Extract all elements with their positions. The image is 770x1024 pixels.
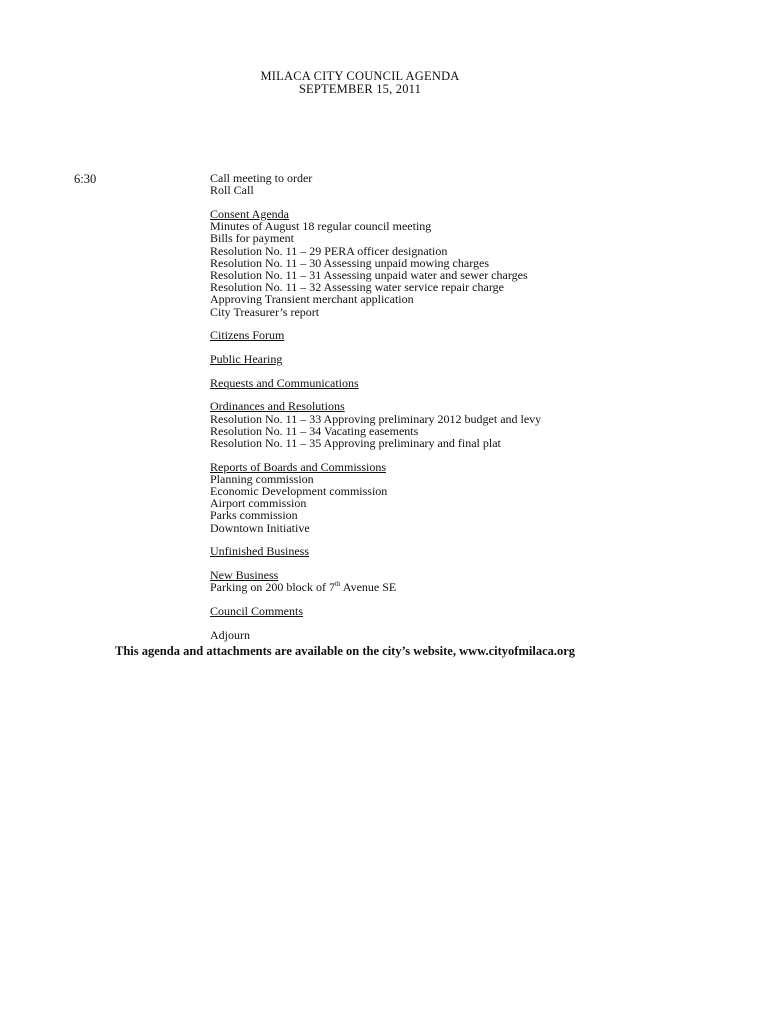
council-comments-heading: Council Comments [210, 603, 303, 618]
ordinances-heading: Ordinances and Resolutions [210, 399, 345, 414]
adjourn-section [210, 629, 730, 641]
ordinance-item: Resolution No. 11 – 33 Approving preliminary 2012 budget and levy [210, 411, 542, 426]
agenda-title: MILACA CITY COUNCIL AGENDA [260, 69, 460, 83]
ordinance-item: Resolution No. 11 – 34 Vacating easements [210, 423, 419, 438]
ordinances-section [210, 400, 730, 449]
consent-item: City Treasurer’s report [210, 304, 320, 319]
consent-item: Minutes of August 18 regular council meeting [210, 219, 432, 234]
reports-heading: Reports of Boards and Commissions [210, 459, 386, 474]
consent-item: Resolution No. 11 – 29 PERA officer designation [210, 243, 448, 258]
ordinance-item: Resolution No. 11 – 35 Approving preliminary and final plat [210, 435, 501, 450]
new-business-section [210, 569, 730, 593]
agenda-date: SEPTEMBER 15, 2011 [298, 82, 422, 96]
new-business-item-suffix: Avenue SE [340, 580, 397, 595]
agenda-header [0, 70, 720, 96]
opening-section [210, 172, 730, 196]
consent-item: Approving Transient merchant application [210, 292, 414, 307]
consent-item: Resolution No. 11 – 31 Assessing unpaid water and sewer charges [210, 267, 528, 282]
public-hearing-section [210, 353, 730, 365]
adjourn-label: Adjourn [210, 627, 250, 642]
agenda-body [210, 172, 730, 652]
unfinished-business-heading: Unfinished Business [210, 544, 309, 559]
call-to-order: Call meeting to order [210, 171, 313, 185]
report-item: Airport commission [210, 496, 307, 511]
citizens-forum-heading: Citizens Forum [210, 328, 285, 343]
report-item: Downtown Initiative [210, 520, 310, 535]
council-comments-section [210, 605, 730, 617]
new-business-item-prefix: Parking on 200 block of 7 [210, 580, 335, 595]
new-business-heading: New Business [210, 568, 279, 583]
roll-call: Roll Call [210, 183, 254, 198]
consent-item: Resolution No. 11 – 32 Assessing water service repair charge [210, 280, 504, 295]
report-item: Planning commission [210, 471, 314, 486]
consent-agenda-heading: Consent Agenda [210, 206, 289, 221]
report-item: Parks commission [210, 508, 298, 523]
citizens-forum-section [210, 329, 730, 341]
requests-heading: Requests and Communications [210, 375, 359, 390]
consent-item: Bills for payment [210, 231, 294, 246]
public-hearing-heading: Public Hearing [210, 351, 283, 366]
new-business-item-ordinal: th [335, 580, 341, 589]
consent-item: Resolution No. 11 – 30 Assessing unpaid mowing charges [210, 255, 489, 270]
requests-section [210, 377, 730, 389]
meeting-time: 6:30 [74, 172, 97, 186]
new-business-item [210, 581, 730, 593]
website-notice: This agenda and attachments are available on the city’s website, www.cityofmilaca.org [115, 644, 576, 658]
unfinished-business-section [210, 545, 730, 557]
report-item: Economic Development commission [210, 484, 388, 499]
reports-section [210, 461, 730, 534]
consent-agenda-section [210, 208, 730, 318]
